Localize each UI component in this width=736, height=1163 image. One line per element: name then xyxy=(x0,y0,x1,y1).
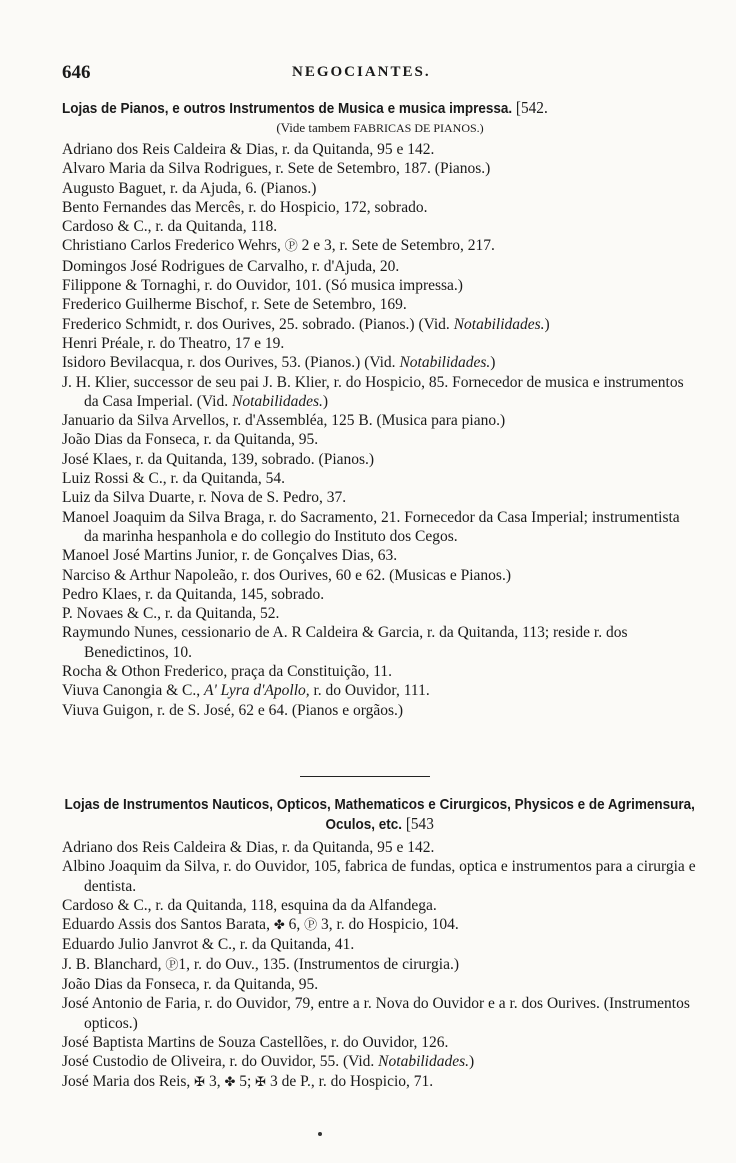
entry-text: Rocha & Othon Frederico, praça da Constituição, 11. xyxy=(62,663,393,681)
section-divider xyxy=(300,776,430,777)
entry-text: Frederico Schmidt, r. dos Ourives, 25. sobrado. (Pianos.) (Vid. xyxy=(62,315,454,333)
running-head xyxy=(62,62,702,84)
entry-text: 1, r. do Ouv., 135. (Instrumentos de cirurgia.) xyxy=(178,955,460,973)
printer-mark xyxy=(318,1132,322,1136)
list-item xyxy=(62,140,698,159)
entry-text: Januario da Silva Arvellos, r. d'Assembléa, 125 B. (Musica para piano.) xyxy=(62,412,506,430)
entry-text: Viuva Canongia & C., xyxy=(62,682,204,700)
list-item xyxy=(62,295,698,314)
list-item xyxy=(62,508,698,547)
list-item xyxy=(62,353,698,372)
list-item xyxy=(62,159,698,178)
list-item xyxy=(62,681,698,700)
entry-text: Cardoso & C., r. da Quitanda, 118. xyxy=(62,218,278,236)
list-item xyxy=(62,896,698,915)
list-item xyxy=(62,623,698,662)
entry-text: Isidoro Bevilacqua, r. dos Ourives, 53. (Pianos.) (Vid. xyxy=(62,354,400,372)
list-item xyxy=(62,566,698,585)
entry-text: Manoel José Martins Junior, r. de Gonçalves Dias, 63. xyxy=(62,547,398,565)
list-item xyxy=(62,179,698,198)
list-item xyxy=(62,701,698,720)
entry-text: Alvaro Maria da Silva Rodrigues, r. Sete de Setembro, 187. (Pianos.) xyxy=(62,160,491,178)
entry-text: J. H. Klier, successor de seu pai J. B. Klier, r. do Hospicio, 85. Fornecedor de musica e instrumentos da Casa Imperial. (Vid. xyxy=(62,373,684,410)
entry-text: 3 de P., r. do Hospicio, 71. xyxy=(266,1072,434,1090)
list-item xyxy=(62,662,698,681)
see-also-ref: FABRICAS DE PIANOS.) xyxy=(353,121,484,135)
entry-text: José Custodio de Oliveira, r. do Ouvidor, 55. (Vid. xyxy=(62,1053,379,1071)
section-heading xyxy=(62,795,697,834)
list-item xyxy=(62,373,698,412)
shop-name: A' Lyra d'Apollo, xyxy=(204,682,310,700)
entry-list xyxy=(62,140,698,720)
entry-text: José Maria dos Reis, xyxy=(62,1072,195,1090)
list-item xyxy=(62,488,698,507)
entry-text: Adriano dos Reis Caldeira & Dias, r. da Quitanda, 95 e 142. xyxy=(62,141,435,158)
order-mark-icon: ✤ xyxy=(224,1074,236,1090)
section-instruments xyxy=(62,795,698,1092)
entry-text: Luiz da Silva Duarte, r. Nova de S. Pedro, 37. xyxy=(62,489,347,507)
entry-text: José Baptista Martins de Souza Castellões, r. do Ouvidor, 126. xyxy=(62,1033,449,1051)
list-item xyxy=(62,935,698,954)
list-item xyxy=(62,315,698,334)
entry-text: Adriano dos Reis Caldeira & Dias, r. da Quitanda, 95 e 142. xyxy=(62,839,435,856)
list-item xyxy=(62,857,698,896)
entry-text: Viuva Guigon, r. de S. José, 62 e 64. (Pianos e orgãos.) xyxy=(62,701,404,719)
list-item xyxy=(62,1072,698,1092)
section-heading xyxy=(62,98,697,118)
entry-text: r. do Ouvidor, 111. xyxy=(309,682,430,700)
entry-text: Luiz Rossi & C., r. da Quitanda, 54. xyxy=(62,470,286,488)
cross-reference: Notabilidades. xyxy=(378,1053,470,1071)
privilege-mark-icon: Ⓟ xyxy=(284,239,298,255)
entry-text: José Antonio de Faria, r. do Ouvidor, 79, entre a r. Nova do Ouvidor e a r. dos Ourives. (Instrumentos opticos.) xyxy=(62,995,690,1032)
entry-text: Manoel Joaquim da Silva Braga, r. do Sacramento, 21. Fornecedor da Casa Imperial; instrumentista da marinha hespanhola e do collegio do Instituto dos Cegos. xyxy=(62,508,680,545)
entry-text: José Klaes, r. da Quitanda, 139, sobrado. (Pianos.) xyxy=(62,450,375,468)
entry-text: P. Novaes & C., r. da Quitanda, 52. xyxy=(62,605,280,623)
privilege-mark-icon: Ⓟ xyxy=(165,957,179,973)
list-item xyxy=(62,1033,698,1052)
see-also-note xyxy=(62,119,698,137)
list-item xyxy=(62,994,698,1033)
page-number: 646 xyxy=(62,62,91,83)
entry-text: Albino Joaquim da Silva, r. do Ouvidor, 105, fabrica de fundas, optica e instrumentos para a cirurgia e dentista. xyxy=(62,858,696,895)
cross-reference: Notabilidades. xyxy=(453,315,545,333)
list-item xyxy=(62,955,698,975)
list-item xyxy=(62,838,698,857)
cross-reference: Notabilidades. xyxy=(232,392,323,410)
entry-text: Cardoso & C., r. da Quitanda, 118, esquina da da Alfandega. xyxy=(62,896,437,914)
cross-mark-icon: ✠ xyxy=(194,1074,206,1090)
list-item xyxy=(62,236,698,256)
cross-reference: Notabilidades. xyxy=(399,354,491,372)
entry-text: Frederico Guilherme Bischof, r. Sete de Setembro, 169. xyxy=(62,296,407,314)
list-item xyxy=(62,469,698,488)
order-mark-icon: ✤ xyxy=(273,918,285,934)
entry-text: ) xyxy=(322,392,329,410)
entry-text: Filippone & Tornaghi, r. do Ouvidor, 101. (Só musica impressa.) xyxy=(62,277,463,295)
list-item xyxy=(62,334,698,353)
list-item xyxy=(62,585,698,604)
list-item xyxy=(62,217,698,236)
entry-text: 3, xyxy=(205,1072,225,1090)
list-item xyxy=(62,450,698,469)
list-item xyxy=(62,975,698,994)
entry-text: Raymundo Nunes, cessionario de A. R Caldeira & Garcia, r. da Quitanda, 113; reside r. dos Benedictinos, 10. xyxy=(62,624,628,661)
list-item xyxy=(62,257,698,276)
section-pianos xyxy=(62,98,698,720)
see-also-prefix: (Vide tambem xyxy=(276,120,351,135)
list-item xyxy=(62,198,698,217)
list-item xyxy=(62,604,698,623)
list-item xyxy=(62,546,698,565)
list-item xyxy=(62,276,698,295)
entry-text: Bento Fernandes das Mercês, r. do Hospicio, 172, sobrado. xyxy=(62,198,428,216)
list-item xyxy=(62,915,698,935)
entry-text: João Dias da Fonseca, r. da Quitanda, 95. xyxy=(62,431,319,449)
running-title: NEGOCIANTES. xyxy=(292,64,431,80)
list-item xyxy=(62,430,698,449)
entry-text: João Dias da Fonseca, r. da Quitanda, 95. xyxy=(62,976,319,994)
list-item xyxy=(62,411,698,430)
section-heading-text: Lojas de Instrumentos Nauticos, Opticos, Mathematicos e Cirurgicos, Physicos e de Agrimensura, Oculos, etc. xyxy=(64,796,695,833)
entry-text: ) xyxy=(469,1053,475,1071)
entry-text: J. B. Blanchard, xyxy=(62,955,166,973)
entry-text: Christiano Carlos Frederico Wehrs, xyxy=(62,237,285,255)
entry-text: 5; xyxy=(235,1072,256,1090)
section-number: [542. xyxy=(515,98,548,117)
entry-text: Narciso & Arthur Napoleão, r. dos Ourives, 60 e 62. (Musicas e Pianos.) xyxy=(62,566,511,584)
list-item xyxy=(62,1052,698,1071)
cross-mark-icon: ✠ xyxy=(255,1074,267,1090)
entry-text: Eduardo Julio Janvrot & C., r. da Quitanda, 41. xyxy=(62,936,355,954)
entry-text: ) xyxy=(490,354,496,372)
section-heading-text: Lojas de Pianos, e outros Instrumentos de Musica e musica impressa. xyxy=(62,100,513,117)
entry-text: Eduardo Assis dos Santos Barata, xyxy=(62,916,274,934)
entry-text: 6, xyxy=(284,916,305,934)
entry-text: Pedro Klaes, r. da Quitanda, 145, sobrado. xyxy=(62,585,325,603)
entry-list xyxy=(62,838,698,1092)
entry-text: 2 e 3, r. Sete de Setembro, 217. xyxy=(297,237,495,255)
entry-text: ) xyxy=(544,315,550,333)
entry-text: 3, r. do Hospicio, 104. xyxy=(317,916,459,934)
entry-text: Augusto Baguet, r. da Ajuda, 6. (Pianos.) xyxy=(62,179,317,197)
section-number: [543 xyxy=(405,814,434,833)
entry-text: Henri Préale, r. do Theatro, 17 e 19. xyxy=(62,334,285,352)
entry-text: Domingos José Rodrigues de Carvalho, r. d'Ajuda, 20. xyxy=(62,257,400,275)
privilege-mark-icon: Ⓟ xyxy=(304,918,318,934)
